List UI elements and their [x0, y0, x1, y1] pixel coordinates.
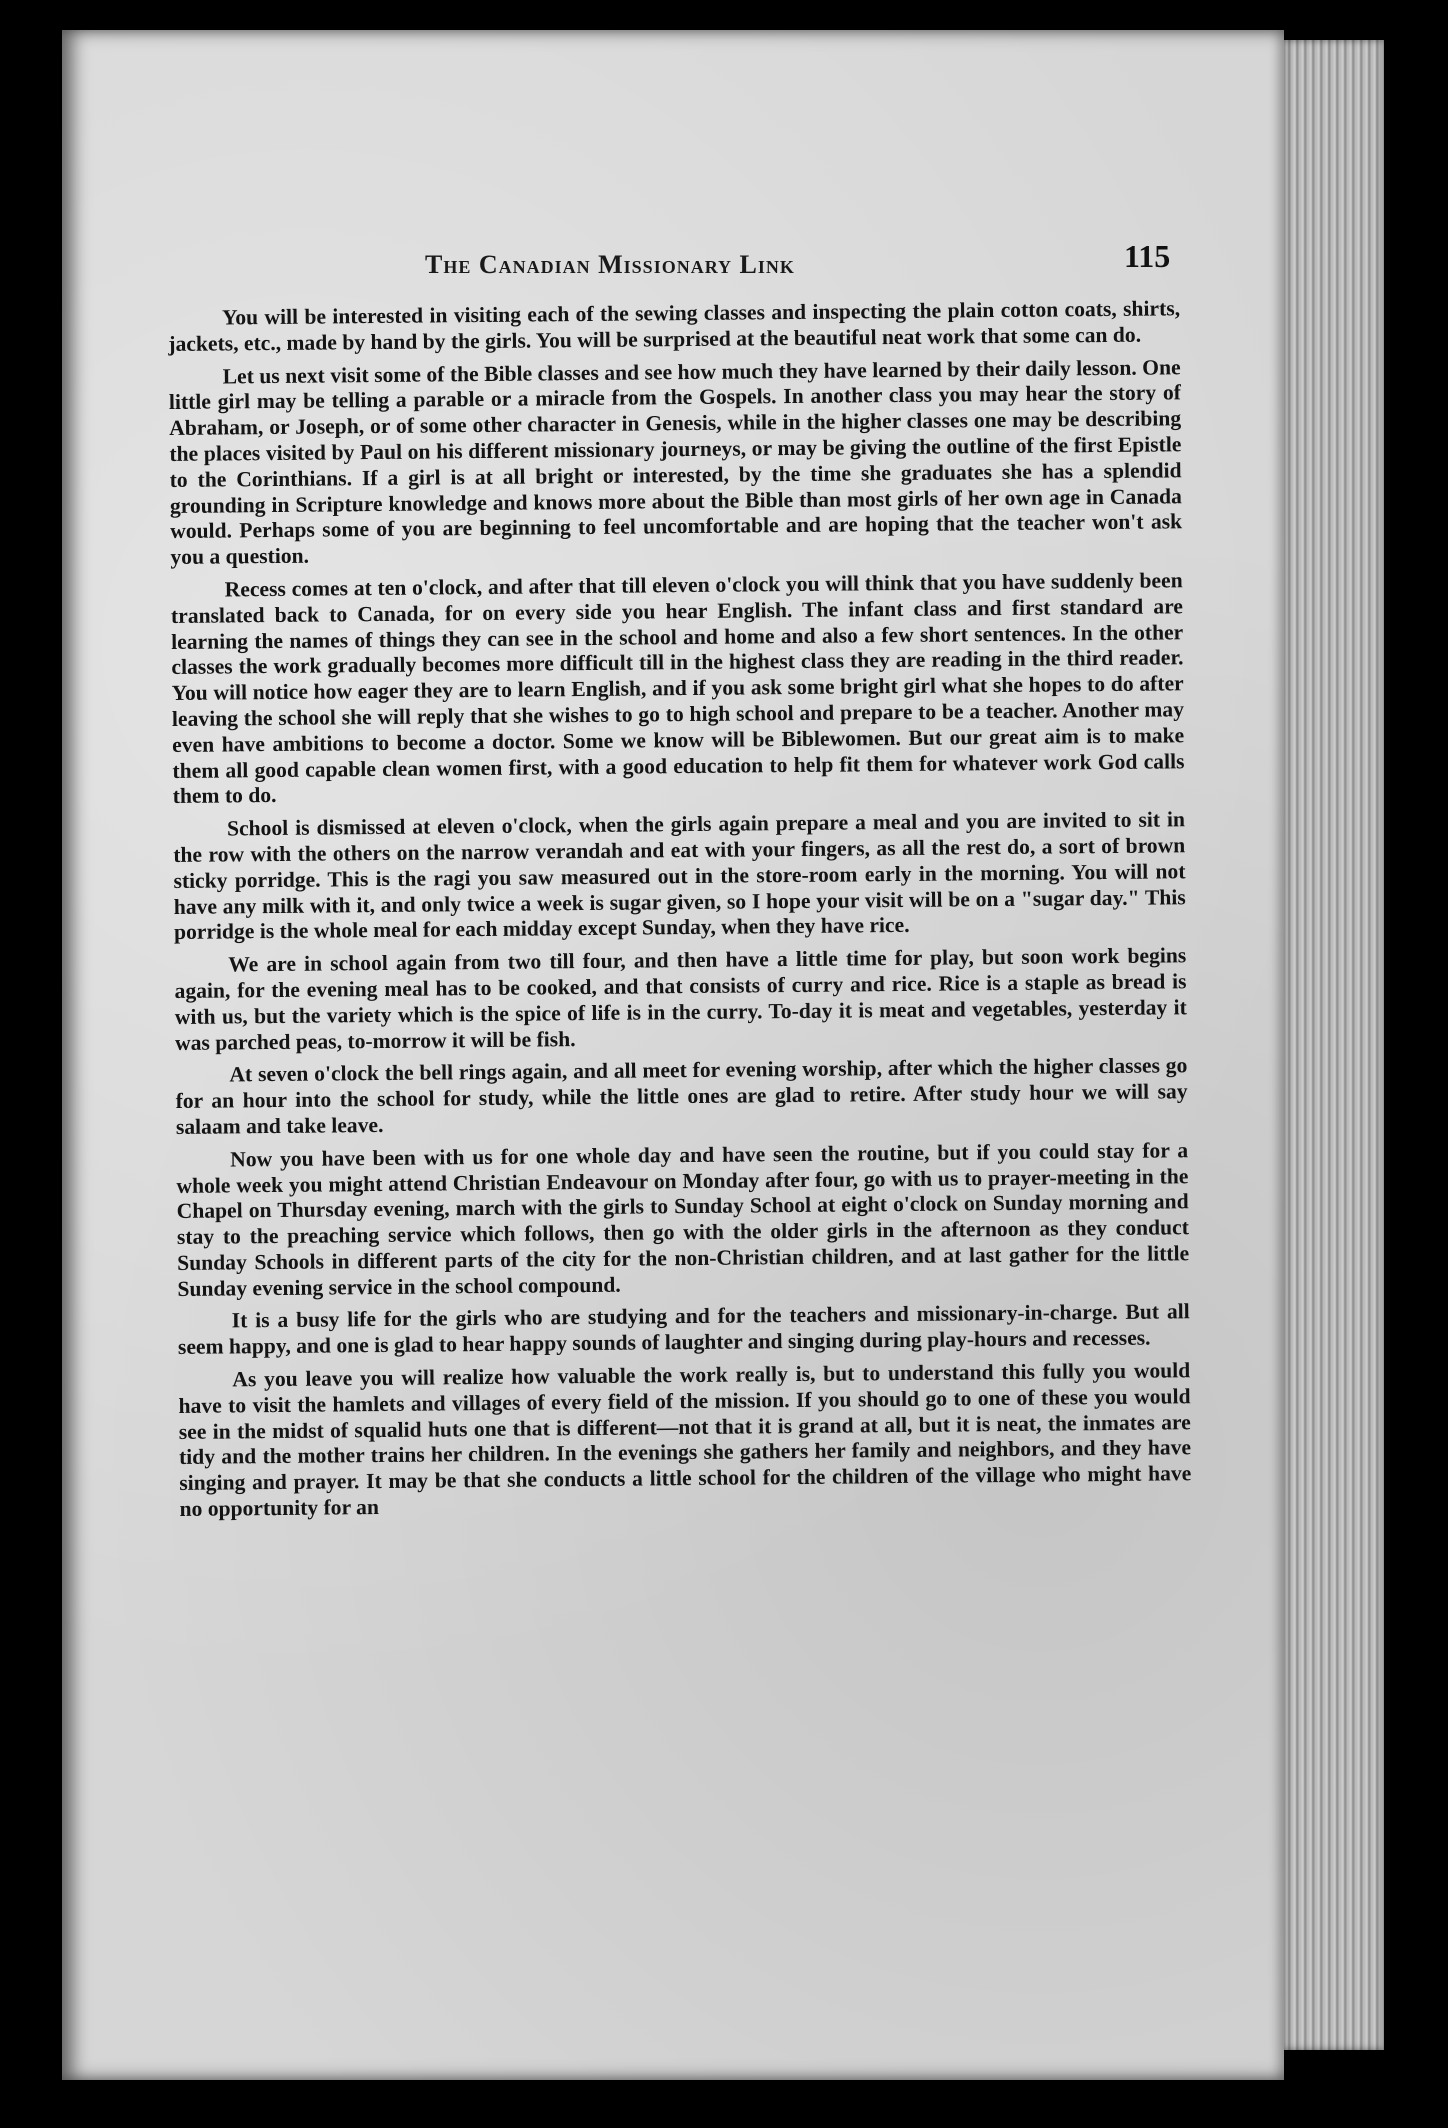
article-body	[168, 296, 1192, 1530]
paragraph: It is a busy life for the girls who are studying and for the teachers and missionary-in-charge. But all seem happy, and one is glad to hear happy sounds of laughter and singing during play-hours and recesses.	[177, 1299, 1190, 1360]
paragraph: School is dismissed at eleven o'clock, when the girls again prepare a meal and you are invited to sit in the row with the others on the narrow verandah and eat with your fingers, as all the rest do, a sort of brown sticky porridge. This is the ragi you saw measured out in the store-room early in the morning. You will not have any milk with it, and only twice a week is sugar given, so I hope your visit will be on a "sugar day." This porridge is the whole meal for each midday except Sunday, when they have rice.	[173, 807, 1186, 945]
running-title: The Canadian Missionary Link	[425, 250, 795, 279]
page-number: 115	[1124, 238, 1171, 274]
paragraph: Now you have been with us for one whole day and have seen the routine, but if you could stay for a whole week you might attend Christian Endeavour on Monday after four, go with us to prayer-meeting in the Chapel on Thursday evening, march with the girls to Sunday School at eight o'clock on Sunday morning and stay to the preaching service which follows, then go with the older girls in the afternoon as they conduct Sunday Schools in different parts of the city for the non-Christian children, and at last gather for the little Sunday evening service in the school compound.	[176, 1137, 1190, 1301]
paragraph: Let us next visit some of the Bible classes and see how much they have learned by their daily lesson. One little girl may be telling a parable or a miracle from the Gospels. In another class you may hear the story of Abraham, or Joseph, or of some other character in Genesis, while in the higher classes one may be describing the places visited by Paul on his different missionary journeys, or may be giving the outline of the first Epistle to the Corinthians. If a girl is at all bright or interested, by the time she graduates she has a splendid grounding in Scripture knowledge and knows more about the Bible than most girls of her own age in Canada would. Perhaps some of you are beginning to feel uncomfortable and are hoping that the teacher won't ask you a question.	[168, 354, 1183, 570]
scan-border-left	[0, 0, 62, 2128]
paragraph: As you leave you will realize how valuable the work really is, but to understand this fully you would have to visit the hamlets and villages of every field of the mission. If you should go to one of these you would see in the midst of squalid huts one that is different—not that it is grand at all, but it is neat, the inmates are tidy and the mother trains her children. In the evenings she gathers her family and neighbors, and they have singing and prayer. It may be that she conducts a little school for the children of the village who might have no opportunity for an	[178, 1358, 1192, 1522]
paragraph: Recess comes at ten o'clock, and after that till eleven o'clock you will think that you have suddenly been translated back to Canada, for on every side you hear English. The infant class and first standard are learning the names of things they can see in the school and home and also a few short sentences. In the other classes the work gradually becomes more difficult till in the highest class they are reading in the third reader. You will notice how eager they are to learn English, and if you ask some bright girl what she hopes to do after leaving the school she will reply that she wishes to go to high school and prepare to be a teacher. Another may even have ambitions to become a doctor. Some we know will be Biblewomen. But our great aim is to make them all good capable clean women first, with a good education to help fit them for whatever work God calls them to do.	[170, 568, 1185, 809]
paragraph: You will be interested in visiting each of the sewing classes and inspecting the plain cotton coats, shirts, jackets, etc., made by hand by the girls. You will be surprised at the beautiful neat work that some can do.	[168, 296, 1181, 356]
paragraph: We are in school again from two till four, and then have a little time for play, but soon work begins again, for the evening meal has to be cooked, and that consists of curry and rice. Rice is a staple as bread is with us, but the variety which is the spice of life is in the curry. To-day it is meat and vegetables, yesterday it was parched peas, to-morrow it will be fish.	[174, 943, 1187, 1055]
paragraph: At seven o'clock the bell rings again, and all meet for evening worship, after which the higher classes go for an hour into the school for study, while the little ones are glad to retire. After study hour we will say salaam and take leave.	[175, 1053, 1188, 1139]
page-edges	[1284, 40, 1384, 2050]
